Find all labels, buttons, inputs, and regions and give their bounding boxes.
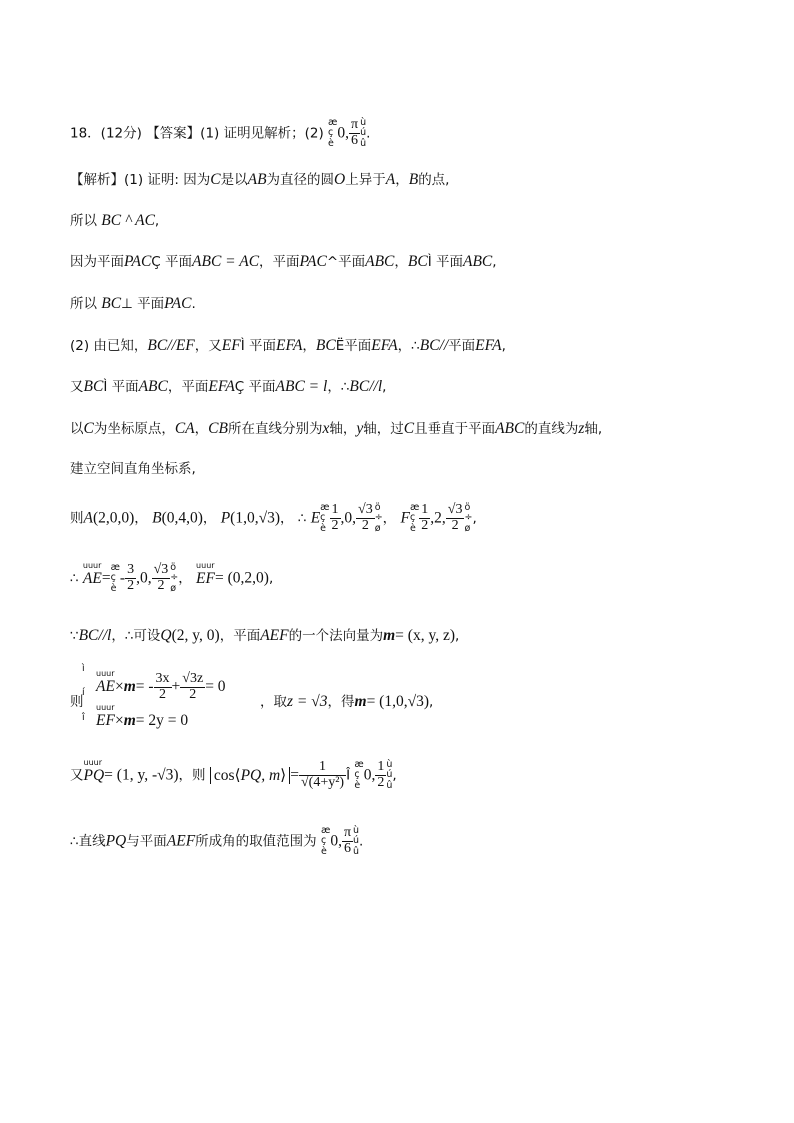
equation-row-2: uuur EF×m= 2y = 0 bbox=[96, 703, 189, 729]
vector-AE: uuur AE bbox=[82, 560, 102, 587]
question-number: 18．(12分) bbox=[70, 125, 142, 142]
left-bracket-glyph: æ ç è bbox=[328, 117, 338, 149]
normal-vector-line: ∵BC//l，∴可设Q(2, y, 0)，平面AEF的一个法向量为m= (x, y, z), bbox=[70, 627, 460, 644]
pi-over-6: $\frac{\pi}{6}$ bbox=[351, 117, 359, 149]
cosine-line: 又 uuur PQ= (1, y, -√3)，则 cos⟨PQ, m⟩ = $\frac{1}{\text{√(4+y²)}}$ Î æ ç è 0, $\frac{1}{2}$ ù ú û , bbox=[70, 757, 397, 791]
analysis-line-6: 又BCÌ 平面ABC，平面EFAÇ 平面ABC = l，∴BC//l, bbox=[70, 378, 387, 395]
equation-row-1: uuur AE×m= - $\frac{3x}{2}$ + $\frac{√3z}{2}$ = 0 bbox=[96, 669, 226, 702]
analysis-line-5: (2) 由已知，BC//EF，又EFÌ 平面EFA，BCË平面EFA，∴BC//平面EFA, bbox=[70, 337, 506, 354]
answer-label: 【答案】(1) 证明见解析；(2) bbox=[146, 125, 324, 142]
right-bracket-glyph: ù ú û bbox=[360, 117, 367, 149]
analysis-line-1: 【解析】(1) 证明: 因为C是以AB为直径的圆O上异于A，B的点, bbox=[70, 171, 450, 188]
analysis-line-3: 因为平面PACÇ 平面ABC = AC，平面PAC^平面ABC，BCÌ 平面ABC, bbox=[70, 253, 497, 270]
vectors-line: ∴ uuur AE= æ ç è - $\frac{3}{2}$ ,0, $\frac{√3}{2}$ ö ÷ ø ， uuur EF= (0,2,0), bbox=[70, 560, 274, 594]
analysis-line-4: 所以 BC⊥ 平面PAC. bbox=[70, 295, 196, 312]
analysis-line-7: 以C为坐标原点，CA，CB所在直线分别为x轴，y轴，过C且垂直于平面ABC的直线为z轴, bbox=[70, 420, 603, 437]
conclusion-line: ∴直线PQ与平面AEF所成角的取值范围为 æ ç è 0, $\frac{\pi}{6}$ ù ú û . bbox=[70, 825, 364, 857]
answer-line: 18．(12分) 【答案】(1) 证明见解析；(2) æ ç è 0, $\frac{\pi}{6}$ ù ú û . bbox=[70, 117, 371, 149]
abs-cosine: cos⟨PQ, m⟩ bbox=[210, 767, 290, 784]
analysis-line-8: 建立空间直角坐标系, bbox=[70, 461, 196, 477]
vector-EF: uuur EF bbox=[196, 560, 215, 587]
coordinates-line: 则A(2,0,0)， B(0,4,0)， P(1,0,√3)， ∴ E æ ç è $\frac{1}{2}$ ,0, $\frac{√3}{2}$ ö ÷ ø ， F æ ç è $\frac{1}{2}$ ,2, $\frac{√3}{2}$ ö ÷ ø , bbox=[70, 502, 477, 534]
analysis-line-2: 所以 BC ^ AC, bbox=[70, 212, 160, 229]
vector-PQ: uuur PQ bbox=[83, 757, 105, 784]
